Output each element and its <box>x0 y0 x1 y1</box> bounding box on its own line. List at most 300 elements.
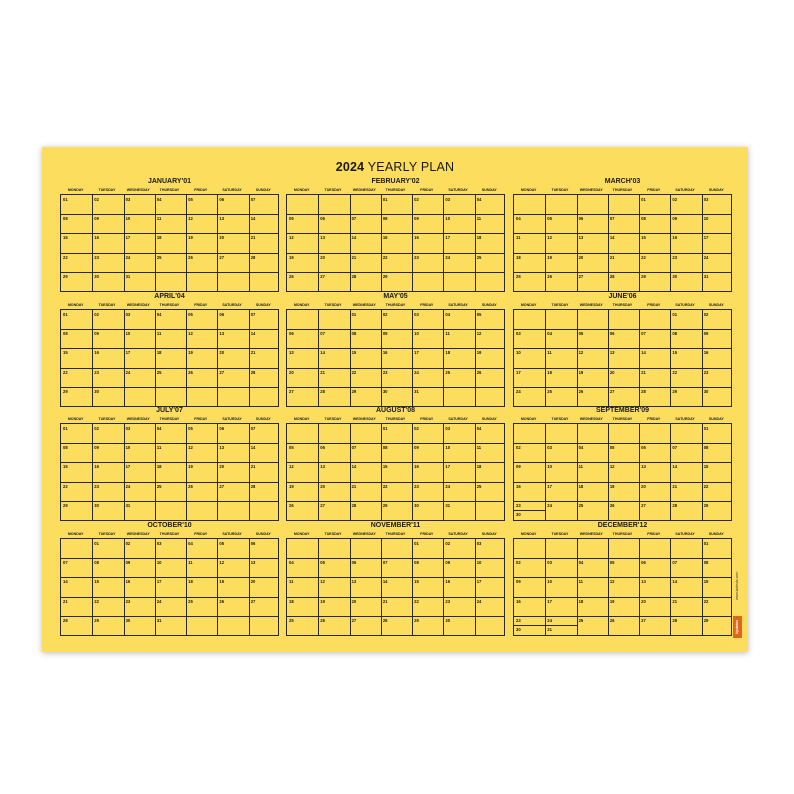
weekday-label: THURSDAY <box>159 532 180 536</box>
day-number: 27 <box>289 388 294 394</box>
day-number: 08 <box>63 331 68 337</box>
grid-column-line <box>318 424 319 520</box>
month-block <box>513 292 732 407</box>
day-number: 05 <box>547 216 552 222</box>
day-number: 05 <box>609 560 615 566</box>
day-number: 13 <box>320 235 325 241</box>
day-number: 15 <box>63 350 68 356</box>
grid-row-line <box>61 329 278 330</box>
grid-row-line <box>514 577 731 578</box>
day-number: 29 <box>94 617 99 623</box>
day-number: 05 <box>188 197 193 202</box>
weekday-label: SUNDAY <box>708 532 724 536</box>
day-number: 22 <box>382 254 388 260</box>
weekday-label: TUESDAY <box>324 417 342 421</box>
grid-row-line <box>61 368 278 369</box>
day-number: 31 <box>547 627 552 633</box>
day-number: 30 <box>445 617 451 623</box>
weekday-label: FRIDAY <box>420 303 434 307</box>
month-name: MAY'05 <box>383 293 408 300</box>
grid-column-line <box>545 424 546 520</box>
weekday-label: MONDAY <box>520 188 537 192</box>
day-number: 21 <box>250 350 256 356</box>
day-number: 26 <box>188 483 193 489</box>
day-number: 06 <box>351 560 357 566</box>
day-number: 07 <box>250 312 256 317</box>
day-number: 26 <box>547 273 552 279</box>
grid-row-line <box>287 616 504 617</box>
grid-column-line <box>381 424 382 520</box>
day-number: 26 <box>609 617 615 623</box>
day-number: 26 <box>609 502 615 508</box>
weekday-label: THURSDAY <box>385 188 406 192</box>
split-cell-line <box>545 625 576 626</box>
day-number: 29 <box>63 502 68 508</box>
month-day-grid <box>513 423 732 521</box>
grid-column-line <box>155 424 156 520</box>
grid-column-line <box>186 310 187 406</box>
day-number: 18 <box>578 483 584 489</box>
weekday-label: TUESDAY <box>324 188 342 192</box>
month-day-grid <box>513 538 732 636</box>
grid-row-line <box>514 597 731 598</box>
day-number: 10 <box>156 560 162 566</box>
day-number: 11 <box>156 445 162 451</box>
weekday-label: TUESDAY <box>98 303 116 307</box>
day-number: 19 <box>609 483 615 489</box>
grid-row-line <box>514 348 731 349</box>
day-number: 21 <box>641 369 646 375</box>
grid-column-line <box>608 195 609 291</box>
day-number: 05 <box>188 426 193 431</box>
day-number: 31 <box>125 502 131 508</box>
day-number: 28 <box>351 502 357 508</box>
day-number: 14 <box>351 235 357 241</box>
day-number: 29 <box>641 273 646 279</box>
grid-row-line <box>514 387 731 388</box>
day-number: 11 <box>476 216 482 222</box>
grid-row-line <box>287 558 504 559</box>
day-number: 16 <box>94 350 99 356</box>
grid-column-line <box>670 195 671 291</box>
day-number: 02 <box>382 312 388 317</box>
grid-row-line <box>514 214 731 215</box>
weekday-label: SATURDAY <box>448 532 468 536</box>
day-number: 17 <box>445 464 451 470</box>
day-number: 23 <box>382 369 388 375</box>
grid-column-line <box>475 195 476 291</box>
month-name: AUGUST'08 <box>375 407 415 414</box>
grid-column-line <box>639 310 640 406</box>
day-number: 05 <box>219 541 225 546</box>
grid-column-line <box>577 195 578 291</box>
month-block <box>513 521 732 636</box>
grid-row-line <box>514 233 731 234</box>
day-number: 21 <box>351 254 357 260</box>
day-number: 20 <box>219 235 225 241</box>
yearly-plan-poster <box>42 147 748 652</box>
day-number: 22 <box>63 483 68 489</box>
grid-column-line <box>545 310 546 406</box>
day-number: 03 <box>703 197 709 202</box>
day-number: 04 <box>445 312 451 317</box>
day-number: 09 <box>672 216 678 222</box>
grid-column-line <box>350 195 351 291</box>
day-number: 04 <box>476 197 482 202</box>
day-number: 25 <box>476 254 482 260</box>
month-day-grid <box>286 309 505 407</box>
day-number: 03 <box>414 312 419 317</box>
day-number: 08 <box>63 445 68 451</box>
grid-column-line <box>639 424 640 520</box>
weekday-label: FRIDAY <box>194 532 208 536</box>
weekday-label: TUESDAY <box>98 532 116 536</box>
grid-column-line <box>249 310 250 406</box>
day-number: 07 <box>250 426 256 431</box>
side-logo: Vpdatos <box>733 616 742 638</box>
weekday-label: THURSDAY <box>612 417 633 421</box>
day-number: 18 <box>156 464 162 470</box>
day-number: 30 <box>672 273 678 279</box>
grid-column-line <box>412 310 413 406</box>
grid-row-line <box>514 501 731 502</box>
day-number: 30 <box>382 388 388 394</box>
grid-row-line <box>287 253 504 254</box>
grid-row-line <box>61 443 278 444</box>
weekday-label: FRIDAY <box>420 532 434 536</box>
day-number: 08 <box>641 216 646 222</box>
day-number: 05 <box>289 445 294 451</box>
grid-column-line <box>702 424 703 520</box>
day-number: 26 <box>476 369 482 375</box>
weekday-label: SATURDAY <box>675 303 695 307</box>
day-number: 29 <box>382 273 388 279</box>
day-number: 01 <box>703 426 709 431</box>
grid-column-line <box>702 310 703 406</box>
day-number: 21 <box>250 464 256 470</box>
grid-column-line <box>639 195 640 291</box>
weekday-label: WEDNESDAY <box>126 417 150 421</box>
day-number: 04 <box>289 560 294 566</box>
day-number: 06 <box>641 560 646 566</box>
grid-column-line <box>475 424 476 520</box>
day-number: 01 <box>382 426 388 431</box>
grid-column-line <box>475 310 476 406</box>
day-number: 23 <box>516 617 521 623</box>
day-number: 27 <box>641 617 646 623</box>
day-number: 26 <box>188 254 193 260</box>
weekday-label: FRIDAY <box>420 188 434 192</box>
grid-row-line <box>61 233 278 234</box>
grid-column-line <box>318 539 319 635</box>
day-number: 19 <box>289 254 294 260</box>
day-number: 20 <box>289 369 294 375</box>
grid-column-line <box>92 310 93 406</box>
day-number: 10 <box>125 216 131 222</box>
grid-column-line <box>217 539 218 635</box>
month-name: MARCH'03 <box>604 178 641 185</box>
day-number: 06 <box>320 445 325 451</box>
day-number: 12 <box>578 350 584 356</box>
day-number: 25 <box>156 254 162 260</box>
day-number: 25 <box>547 388 552 394</box>
day-number: 29 <box>703 502 709 508</box>
month-name: OCTOBER'10 <box>147 522 192 529</box>
day-number: 24 <box>703 254 709 260</box>
grid-row-line <box>287 482 504 483</box>
day-number: 12 <box>476 331 482 337</box>
day-number: 22 <box>414 598 419 604</box>
grid-column-line <box>381 539 382 635</box>
grid-row-line <box>61 462 278 463</box>
grid-row-line <box>287 462 504 463</box>
month-name: JANUARY'01 <box>147 178 192 185</box>
weekday-label: FRIDAY <box>647 303 661 307</box>
side-url: www.lazleuls.com <box>735 571 739 600</box>
day-number: 01 <box>414 541 419 546</box>
day-number: 29 <box>351 388 357 394</box>
day-number: 10 <box>125 445 131 451</box>
day-number: 06 <box>289 331 294 337</box>
day-number: 14 <box>609 235 615 241</box>
grid-row-line <box>287 348 504 349</box>
day-number: 12 <box>289 235 294 241</box>
day-number: 25 <box>445 369 451 375</box>
day-number: 03 <box>476 541 482 546</box>
weekday-label: MONDAY <box>520 417 537 421</box>
weekday-label: TUESDAY <box>324 303 342 307</box>
grid-row-line <box>287 233 504 234</box>
plan-title <box>42 160 748 174</box>
day-number: 18 <box>156 235 162 241</box>
day-number: 15 <box>382 235 388 241</box>
day-number: 29 <box>63 388 68 394</box>
day-number: 21 <box>351 483 357 489</box>
day-number: 20 <box>609 369 615 375</box>
day-number: 11 <box>578 579 583 585</box>
day-number: 26 <box>188 369 193 375</box>
month-day-grid <box>60 309 279 407</box>
month-block <box>286 406 505 521</box>
month-name: APRIL'04 <box>154 293 185 300</box>
day-number: 28 <box>63 617 68 623</box>
day-number: 28 <box>382 617 388 623</box>
day-number: 08 <box>672 331 678 337</box>
day-number: 29 <box>63 273 68 279</box>
day-number: 03 <box>156 541 162 546</box>
day-number: 19 <box>578 369 584 375</box>
grid-column-line <box>381 310 382 406</box>
day-number: 03 <box>125 312 131 317</box>
day-number: 29 <box>672 388 678 394</box>
day-number: 25 <box>578 502 584 508</box>
day-number: 18 <box>547 369 552 375</box>
weekday-label: TUESDAY <box>551 188 569 192</box>
day-number: 26 <box>578 388 584 394</box>
month-block <box>513 406 732 521</box>
day-number: 27 <box>609 388 615 394</box>
grid-column-line <box>577 539 578 635</box>
split-cell-line <box>514 510 545 511</box>
day-number: 04 <box>578 445 584 451</box>
day-number: 08 <box>703 445 709 451</box>
day-number: 16 <box>516 483 521 489</box>
grid-column-line <box>443 539 444 635</box>
weekday-label: SUNDAY <box>708 417 724 421</box>
day-number: 24 <box>414 369 419 375</box>
grid-column-line <box>577 310 578 406</box>
day-number: 10 <box>445 445 451 451</box>
weekday-label: MONDAY <box>67 188 84 192</box>
day-number: 14 <box>672 579 678 585</box>
day-number: 16 <box>516 598 521 604</box>
grid-row-line <box>514 253 731 254</box>
weekday-label: FRIDAY <box>194 303 208 307</box>
day-number: 19 <box>289 483 294 489</box>
day-number: 07 <box>250 197 256 202</box>
grid-row-line <box>514 368 731 369</box>
day-number: 30 <box>125 617 131 623</box>
weekday-label: TUESDAY <box>551 417 569 421</box>
day-number: 04 <box>547 331 552 337</box>
weekday-label: SUNDAY <box>481 303 497 307</box>
grid-row-line <box>61 558 278 559</box>
month-name: SEPTEMBER'09 <box>595 407 649 414</box>
day-number: 16 <box>125 579 131 585</box>
day-number: 10 <box>547 464 552 470</box>
day-number: 23 <box>94 483 99 489</box>
grid-column-line <box>670 424 671 520</box>
day-number: 22 <box>351 369 357 375</box>
day-number: 12 <box>188 445 193 451</box>
weekday-label: WEDNESDAY <box>126 303 150 307</box>
weekday-label: SUNDAY <box>255 188 271 192</box>
day-number: 13 <box>351 579 357 585</box>
day-number: 28 <box>609 273 615 279</box>
grid-column-line <box>670 310 671 406</box>
day-number: 25 <box>578 617 584 623</box>
grid-column-line <box>318 310 319 406</box>
grid-column-line <box>155 310 156 406</box>
day-number: 12 <box>188 331 193 337</box>
month-name: JULY'07 <box>156 407 183 414</box>
day-number: 15 <box>63 235 68 241</box>
grid-column-line <box>443 424 444 520</box>
month-name: FEBRUARY'02 <box>371 178 420 185</box>
weekday-label: FRIDAY <box>194 188 208 192</box>
day-number: 14 <box>320 350 325 356</box>
day-number: 18 <box>188 579 193 585</box>
grid-column-line <box>186 195 187 291</box>
day-number: 05 <box>609 445 615 451</box>
day-number: 08 <box>382 445 388 451</box>
day-number: 28 <box>250 369 256 375</box>
month-block <box>286 521 505 636</box>
day-number: 28 <box>351 273 357 279</box>
month-block <box>60 521 279 636</box>
weekday-label: WEDNESDAY <box>579 188 603 192</box>
day-number: 17 <box>414 350 419 356</box>
day-number: 30 <box>516 512 521 518</box>
weekday-label: MONDAY <box>520 532 537 536</box>
day-number: 09 <box>516 464 521 470</box>
day-number: 23 <box>94 254 99 260</box>
weekday-label: THURSDAY <box>159 188 180 192</box>
day-number: 19 <box>219 579 225 585</box>
grid-column-line <box>350 310 351 406</box>
day-number: 02 <box>445 541 451 546</box>
day-number: 28 <box>672 617 678 623</box>
day-number: 02 <box>672 197 678 202</box>
day-number: 28 <box>250 254 256 260</box>
grid-column-line <box>381 195 382 291</box>
grid-column-line <box>545 195 546 291</box>
weekday-label: TUESDAY <box>551 532 569 536</box>
day-number: 25 <box>156 369 162 375</box>
weekday-label: SUNDAY <box>255 303 271 307</box>
grid-row-line <box>287 329 504 330</box>
grid-row-line <box>61 272 278 273</box>
day-number: 04 <box>156 197 162 202</box>
day-number: 23 <box>445 598 451 604</box>
day-number: 18 <box>578 598 584 604</box>
grid-column-line <box>217 424 218 520</box>
day-number: 30 <box>94 388 99 394</box>
day-number: 06 <box>320 216 325 222</box>
day-number: 30 <box>516 627 521 633</box>
day-number: 09 <box>94 216 99 222</box>
day-number: 26 <box>289 502 294 508</box>
grid-row-line <box>287 577 504 578</box>
weekday-label: SATURDAY <box>222 417 242 421</box>
day-number: 07 <box>382 560 388 566</box>
day-number: 16 <box>414 235 419 241</box>
day-number: 17 <box>516 369 521 375</box>
day-number: 03 <box>125 197 131 202</box>
month-block <box>286 292 505 407</box>
day-number: 16 <box>703 350 709 356</box>
grid-column-line <box>443 310 444 406</box>
weekday-label: WEDNESDAY <box>126 532 150 536</box>
day-number: 14 <box>641 350 646 356</box>
day-number: 17 <box>125 235 131 241</box>
grid-row-line <box>61 348 278 349</box>
day-number: 07 <box>672 560 678 566</box>
day-number: 22 <box>94 598 99 604</box>
day-number: 06 <box>219 312 225 317</box>
day-number: 08 <box>382 216 388 222</box>
day-number: 20 <box>641 598 646 604</box>
day-number: 30 <box>703 388 709 394</box>
day-number: 27 <box>320 273 325 279</box>
grid-row-line <box>287 501 504 502</box>
day-number: 05 <box>289 216 294 222</box>
day-number: 29 <box>703 617 709 623</box>
day-number: 18 <box>476 235 482 241</box>
grid-row-line <box>287 443 504 444</box>
day-number: 07 <box>351 216 357 222</box>
plan-title-year: 2024 <box>335 160 365 174</box>
weekday-label: SUNDAY <box>481 417 497 421</box>
weekday-label: SATURDAY <box>222 188 242 192</box>
day-number: 12 <box>609 579 615 585</box>
grid-column-line <box>217 310 218 406</box>
weekday-label: FRIDAY <box>647 532 661 536</box>
day-number: 03 <box>125 426 131 431</box>
weekday-label: WEDNESDAY <box>352 303 376 307</box>
day-number: 24 <box>445 483 451 489</box>
day-number: 21 <box>672 598 678 604</box>
